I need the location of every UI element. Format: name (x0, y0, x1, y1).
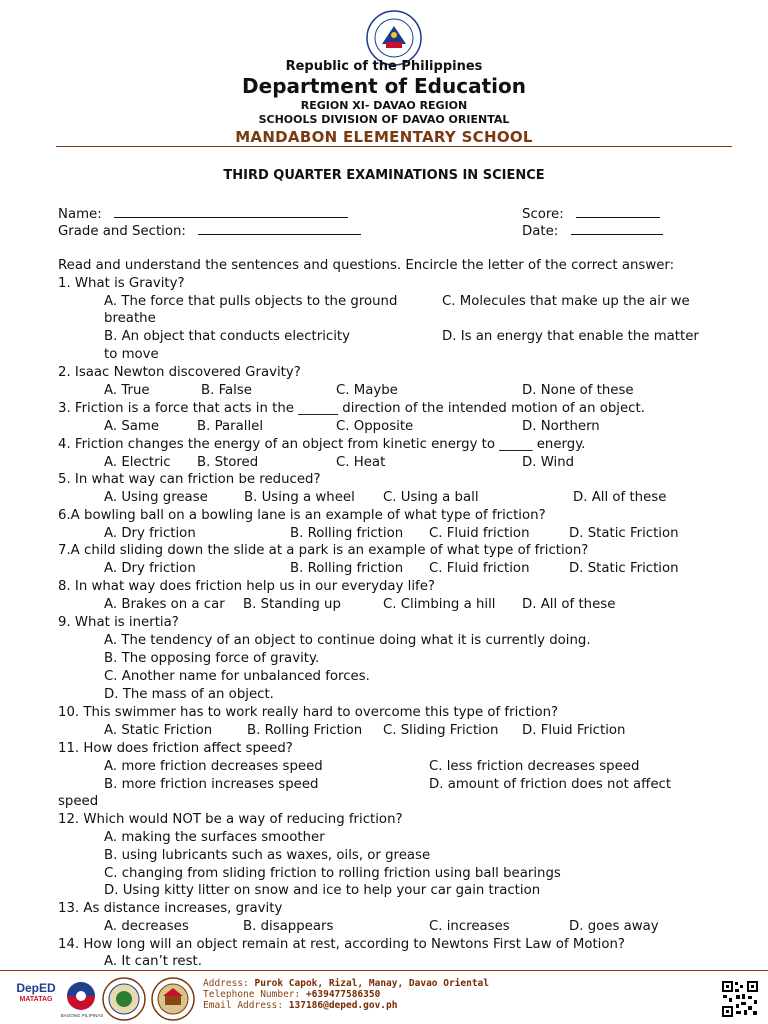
q6-option-a[interactable]: A. Dry friction (104, 526, 196, 541)
q3-option-d[interactable]: D. Northern (522, 419, 600, 434)
question-12: 12. Which would NOT be a way of reducing friction? (58, 812, 403, 827)
question-4: 4. Friction changes the energy of an object from kinetic energy to _____ energy. (58, 437, 586, 452)
q8-option-a[interactable]: A. Brakes on a car (104, 597, 225, 612)
footer-email-line (203, 1000, 489, 1011)
question-6: 6.A bowling ball on a bowling lane is an example of what type of friction? (58, 508, 546, 523)
phone-label: Telephone Number: (203, 989, 306, 1000)
q10-option-b[interactable]: B. Rolling Friction (247, 723, 363, 738)
q12-option-c[interactable]: C. changing from sliding friction to rolling friction using ball bearings (104, 866, 561, 881)
address-value: Purok Capok, Rizal, Manay, Davao Oriental (254, 978, 489, 989)
q13-option-c[interactable]: C. increases (429, 919, 510, 934)
email-value[interactable]: 137186@deped.gov.ph (288, 1000, 398, 1011)
question-13: 13. As distance increases, gravity (58, 901, 283, 916)
q2-option-d[interactable]: D. None of these (522, 383, 634, 398)
question-9: 9. What is inertia? (58, 615, 179, 630)
q1-option-a[interactable]: A. The force that pulls objects to the ground (104, 294, 398, 309)
footer-address-line (203, 978, 489, 989)
q5-option-b[interactable]: B. Using a wheel (244, 490, 355, 505)
name-label: Name: (58, 207, 102, 222)
region-heading: REGION XI- DAVAO REGION (300, 99, 468, 112)
name-blank[interactable] (114, 205, 348, 218)
phone-value: +639477586350 (305, 989, 381, 1000)
matatag-logo-text: MATATAG (19, 996, 53, 1003)
q1-option-b[interactable]: B. An object that conducts electricity (104, 329, 351, 344)
q3-option-a[interactable]: A. Same (104, 419, 160, 434)
address-label: Address: (203, 978, 255, 989)
q9-option-b[interactable]: B. The opposing force of gravity. (104, 651, 320, 666)
q1-option-d[interactable]: D. Is an energy that enable the matter (442, 329, 699, 344)
deped-matatag-logo (14, 982, 58, 1016)
bagong-pilipinas-logo-icon (62, 980, 100, 1014)
q13-option-d[interactable]: D. goes away (569, 919, 659, 934)
date-label: Date: (522, 224, 559, 239)
score-label: Score: (522, 207, 564, 222)
q1-option-d-cont: to move (104, 347, 159, 362)
footer-divider (0, 970, 768, 971)
division-seal-icon (102, 977, 146, 1021)
q2-option-a[interactable]: A. True (104, 383, 150, 398)
grade-section-blank[interactable] (198, 222, 361, 235)
q5-option-d[interactable]: D. All of these (573, 490, 667, 505)
q13-option-b[interactable]: B. disappears (243, 919, 334, 934)
grade-section-field[interactable] (58, 222, 361, 239)
q1-option-c-cont: breathe (104, 311, 156, 326)
question-3: 3. Friction is a force that acts in the ______ direction of the intended motion of an object. (58, 401, 645, 416)
score-field[interactable] (522, 205, 660, 222)
q7-option-d[interactable]: D. Static Friction (569, 561, 679, 576)
score-blank[interactable] (576, 205, 660, 218)
department-heading: Department of Education (242, 74, 526, 98)
q9-option-a[interactable]: A. The tendency of an object to continue doing what it is currently doing. (104, 633, 591, 648)
school-seal-icon (151, 977, 195, 1021)
q3-option-b[interactable]: B. Parallel (197, 419, 264, 434)
q11-option-d[interactable]: D. amount of friction does not affect (429, 777, 672, 792)
q5-option-c[interactable]: C. Using a ball (383, 490, 479, 505)
q10-option-d[interactable]: D. Fluid Friction (522, 723, 626, 738)
q4-option-d[interactable]: D. Wind (522, 455, 575, 470)
q2-option-b[interactable]: B. False (201, 383, 252, 398)
header-divider (56, 146, 732, 147)
q3-option-c[interactable]: C. Opposite (336, 419, 414, 434)
country-heading: Republic of the Philippines (285, 59, 483, 74)
q12-option-d[interactable]: D. Using kitty litter on snow and ice to help your car gain traction (104, 883, 541, 898)
q12-option-b[interactable]: B. using lubricants such as waxes, oils, or grease (104, 848, 431, 863)
q11-option-d-cont: speed (58, 794, 99, 809)
grade-section-label: Grade and Section: (58, 224, 186, 239)
footer-phone-line (203, 989, 489, 1000)
instructions: Read and understand the sentences and questions. Encircle the letter of the correct answer: (58, 258, 675, 273)
q4-option-b[interactable]: B. Stored (197, 455, 259, 470)
q4-option-a[interactable]: A. Electric (104, 455, 171, 470)
qr-code-icon (721, 980, 759, 1018)
date-field[interactable] (522, 222, 663, 239)
question-1: 1. What is Gravity? (58, 276, 185, 291)
question-10: 10. This swimmer has to work really hard to overcome this type of friction? (58, 705, 559, 720)
email-label: Email Address: (203, 1000, 289, 1011)
q14-option-a[interactable]: A. It can’t rest. (104, 954, 202, 969)
q6-option-d[interactable]: D. Static Friction (569, 526, 679, 541)
q11-option-a[interactable]: A. more friction decreases speed (104, 759, 323, 774)
q7-option-b[interactable]: B. Rolling friction (290, 561, 404, 576)
name-field[interactable] (58, 205, 348, 222)
q10-option-c[interactable]: C. Sliding Friction (383, 723, 499, 738)
q6-option-b[interactable]: B. Rolling friction (290, 526, 404, 541)
q12-option-a[interactable]: A. making the surfaces smoother (104, 830, 325, 845)
q4-option-c[interactable]: C. Heat (336, 455, 386, 470)
q10-option-a[interactable]: A. Static Friction (104, 723, 213, 738)
q5-option-a[interactable]: A. Using grease (104, 490, 208, 505)
date-blank[interactable] (571, 222, 663, 235)
question-11: 11. How does friction affect speed? (58, 741, 293, 756)
footer-contact (203, 978, 489, 1011)
q11-option-c[interactable]: C. less friction decreases speed (429, 759, 640, 774)
q11-option-b[interactable]: B. more friction increases speed (104, 777, 319, 792)
question-2: 2. Isaac Newton discovered Gravity? (58, 365, 301, 380)
q8-option-d[interactable]: D. All of these (522, 597, 616, 612)
q9-option-d[interactable]: D. The mass of an object. (104, 687, 274, 702)
question-5: 5. In what way can friction be reduced? (58, 472, 321, 487)
q6-option-c[interactable]: C. Fluid friction (429, 526, 530, 541)
deped-logo-text: DepED (16, 981, 56, 995)
q2-option-c[interactable]: C. Maybe (336, 383, 398, 398)
q8-option-c[interactable]: C. Climbing a hill (383, 597, 496, 612)
deped-seal-icon (366, 10, 422, 66)
q9-option-c[interactable]: C. Another name for unbalanced forces. (104, 669, 370, 684)
division-heading: SCHOOLS DIVISION OF DAVAO ORIENTAL (258, 113, 510, 126)
question-14: 14. How long will an object remain at rest, according to Newtons First Law of Motion? (58, 937, 625, 952)
question-7: 7.A child sliding down the slide at a park is an example of what type of friction? (58, 543, 589, 558)
bagong-pilipinas-text: BAGONG PILIPINAS (60, 1013, 104, 1018)
q8-option-b[interactable]: B. Standing up (243, 597, 341, 612)
q1-option-c[interactable]: C. Molecules that make up the air we (442, 294, 690, 309)
exam-title: THIRD QUARTER EXAMINATIONS IN SCIENCE (223, 168, 545, 183)
q7-option-a[interactable]: A. Dry friction (104, 561, 196, 576)
q13-option-a[interactable]: A. decreases (104, 919, 189, 934)
question-8: 8. In what way does friction help us in our everyday life? (58, 579, 435, 594)
q7-option-c[interactable]: C. Fluid friction (429, 561, 530, 576)
school-name: MANDABON ELEMENTARY SCHOOL (235, 128, 533, 146)
